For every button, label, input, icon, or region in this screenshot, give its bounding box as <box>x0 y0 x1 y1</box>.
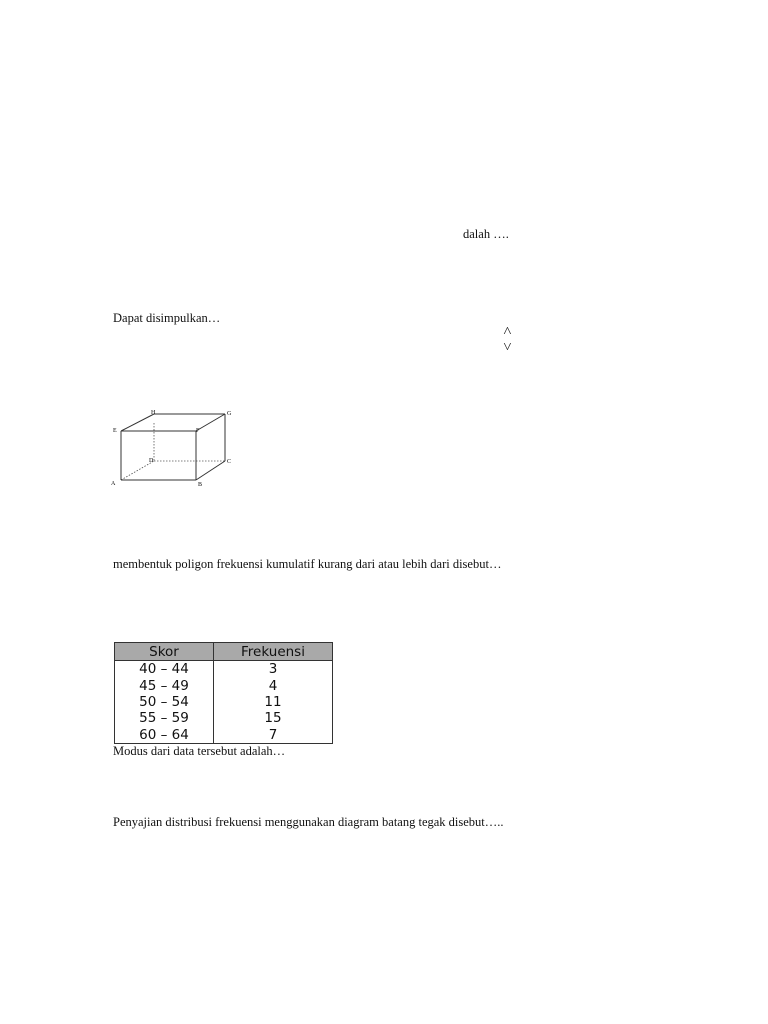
less-than-symbol: < <box>498 326 515 335</box>
table-header-row <box>115 643 333 661</box>
label-f: F <box>196 428 200 434</box>
header-skor: Skor <box>115 643 214 661</box>
label-b: B <box>198 482 203 488</box>
question-modus: Modus dari data tersebut adalah… <box>113 744 286 758</box>
table-row <box>115 694 333 710</box>
label-h: H <box>151 410 156 416</box>
greater-than-symbol: > <box>498 342 515 351</box>
label-e: E <box>113 428 117 434</box>
table-row <box>115 727 333 744</box>
cell-skor: 40 – 44 <box>115 661 214 678</box>
cell-skor: 55 – 59 <box>115 710 214 726</box>
question-poligon: membentuk poligon frekuensi kumulatif kurang dari atau lebih dari disebut… <box>113 557 502 571</box>
cell-frekuensi: 7 <box>268 726 278 743</box>
cell-frekuensi: 3 <box>268 661 278 678</box>
edge-bc <box>196 461 225 480</box>
table-row <box>115 677 333 693</box>
edge-eh <box>121 414 154 431</box>
table-row <box>115 661 333 678</box>
cell-frekuensi: 15 <box>264 710 282 727</box>
question-penyajian: Penyajian distribusi frekuensi menggunakan diagram batang tegak disebut….. <box>113 815 504 829</box>
header-frekuensi: Frekuensi <box>214 643 333 661</box>
label-c: C <box>227 459 232 465</box>
cube-diagram <box>108 404 243 490</box>
cell-skor: 60 – 64 <box>115 727 214 744</box>
cell-skor: 45 – 49 <box>115 677 214 693</box>
fragment-dapat-disimpulkan: Dapat disimpulkan… <box>113 311 221 325</box>
cell-frekuensi: 11 <box>264 693 282 710</box>
cell-frekuensi: 4 <box>268 677 278 694</box>
label-g: G <box>227 411 232 417</box>
table-row <box>115 710 333 726</box>
label-a: A <box>111 481 116 487</box>
label-d: D <box>149 458 154 464</box>
edge-fg <box>196 414 225 431</box>
frequency-table <box>114 642 333 744</box>
cell-skor: 50 – 54 <box>115 694 214 710</box>
fragment-dalah: dalah …. <box>463 227 509 241</box>
